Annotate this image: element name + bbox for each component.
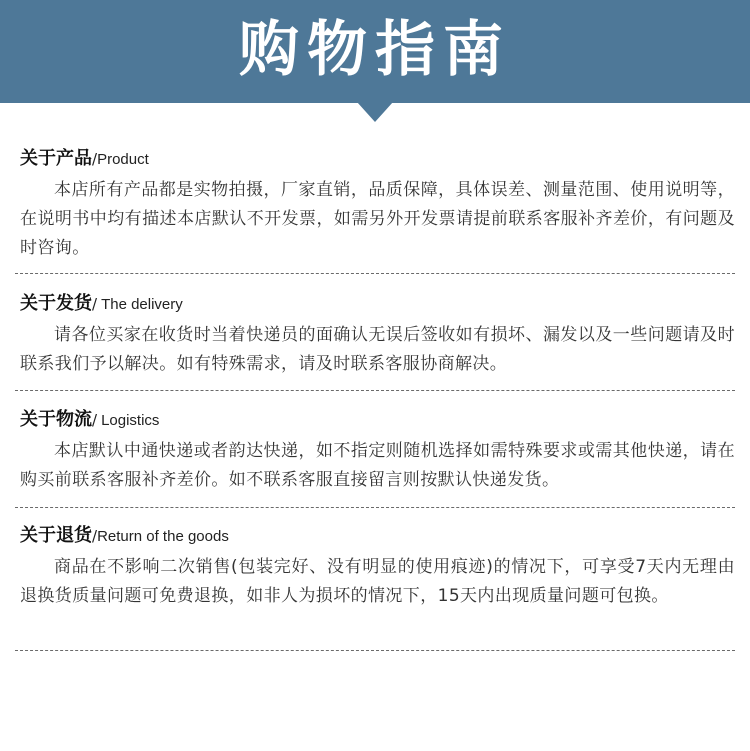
section-delivery: [20, 291, 735, 379]
section-product: [20, 146, 735, 263]
title-separator: /: [92, 150, 98, 168]
section-body: 本店默认中通快递或者韵达快递，如不指定则随机选择如需特殊要求或需其他快递，请在购买前联系客服补齐差价。如不联系客服直接留言则按默认快递发货。: [20, 441, 735, 490]
section-logistics: [20, 407, 735, 495]
section-title-en: Product: [97, 151, 149, 168]
section-heading: [20, 407, 735, 433]
section-heading: [20, 146, 735, 172]
section-heading: [20, 523, 735, 549]
banner-pointer: [357, 102, 393, 122]
section-divider: [15, 650, 735, 651]
section-title-en: Return of the goods: [97, 528, 229, 545]
section-body: 商品在不影响二次销售(包装完好、没有明显的使用痕迹)的情况下，可享受7天内无理由退换货质量问题可免费退换，如非人为损坏的情况下，15天内出现质量问题可包换。: [20, 557, 735, 606]
section-heading: [20, 291, 735, 317]
section-divider: [15, 273, 735, 274]
section-body: 请各位买家在收货时当着快递员的面确认无误后签收如有损坏、漏发以及一些问题请及时联系我们予以解决。如有特殊需求，请及时联系客服协商解决。: [20, 325, 735, 374]
section-divider: [15, 507, 735, 508]
section-returns: [20, 523, 735, 611]
section-title-cn: 关于产品: [20, 148, 92, 169]
section-body: 本店所有产品都是实物拍摄，厂家直销，品质保障，具体误差、测量范围、使用说明等，在说明书中均有描述本店默认不开发票，如需另外开发票请提前联系客服补齐差价，有问题及时咨询。: [20, 180, 735, 258]
title-separator: /: [92, 411, 98, 429]
title-separator: /: [92, 527, 98, 545]
section-divider: [15, 390, 735, 391]
section-title-cn: 关于退货: [20, 525, 92, 546]
section-title-cn: 关于发货: [20, 293, 92, 314]
section-title-en: The delivery: [101, 296, 183, 313]
page-title: 购物指南: [239, 15, 511, 85]
title-separator: /: [92, 295, 98, 313]
section-title-cn: 关于物流: [20, 409, 92, 430]
section-title-en: Logistics: [101, 412, 160, 429]
